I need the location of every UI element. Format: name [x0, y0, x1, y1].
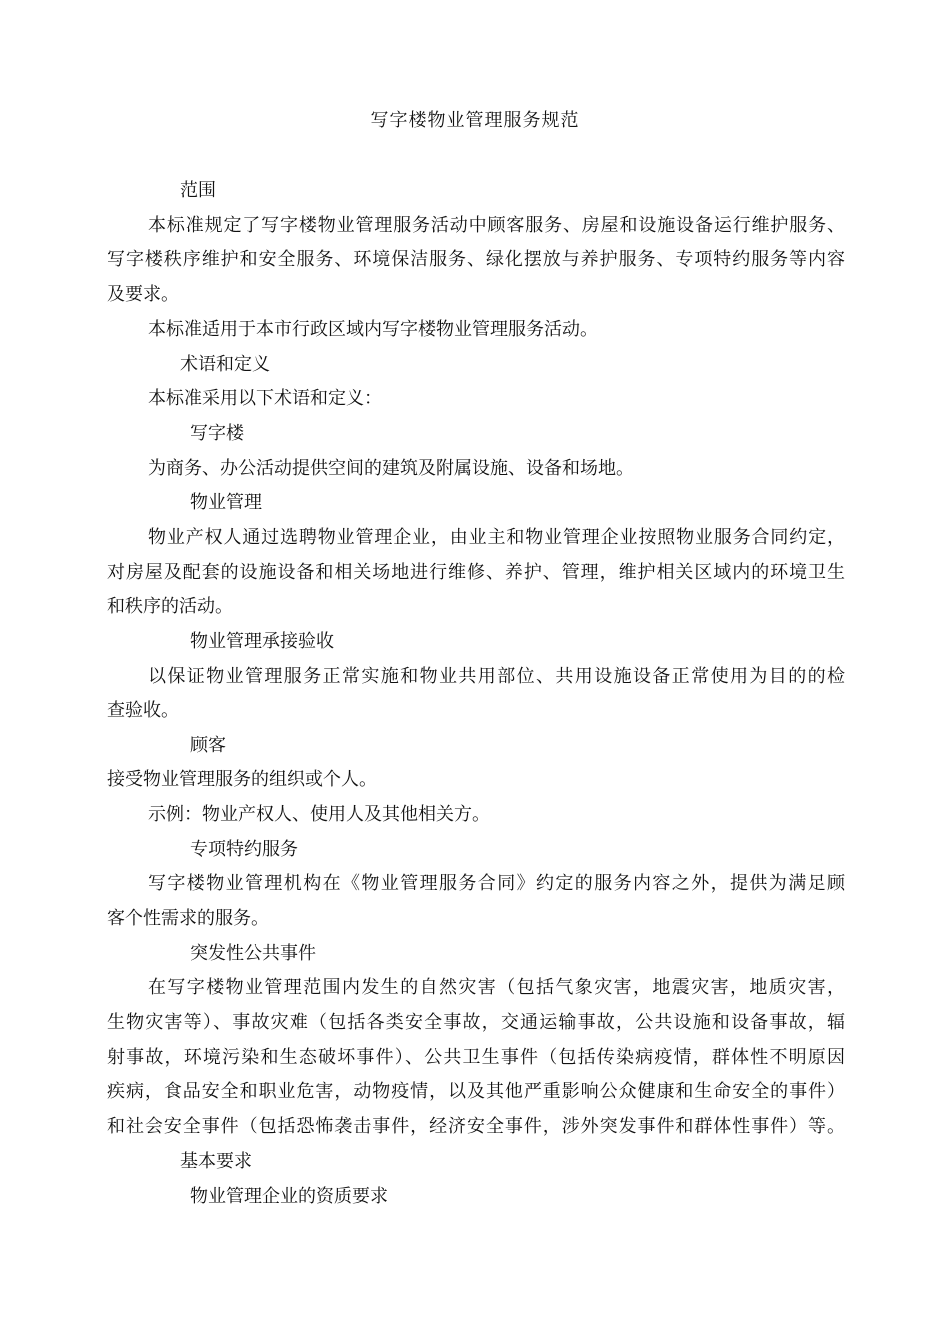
definition-emergency-line1: 在写字楼物业管理范围内发生的自然灾害（包括气象灾害，地震灾害，地质灾害，	[148, 977, 845, 998]
definition-emergency-line4: 疾病，食品安全和职业危害，动物疫情，以及其他严重影响公众健康和生命安全的事件）	[107, 1081, 845, 1102]
scope-para1-line2: 写字楼秩序维护和安全服务、环境保洁服务、绿化摆放与养护服务、专项特约服务等内容	[107, 249, 845, 270]
definition-emergency-line2: 生物灾害等）、事故灾难（包括各类安全事故，交通运输事故，公共设施和设备事故，辐	[107, 1012, 845, 1033]
definition-special-service-line1: 写字楼物业管理机构在《物业管理服务合同》约定的服务内容之外，提供为满足顾	[148, 873, 845, 894]
subsection-qualification-requirements: 物业管理企业的资质要求	[190, 1186, 388, 1207]
section-heading-scope: 范围	[180, 180, 216, 201]
term-special-service: 专项特约服务	[190, 839, 298, 860]
term-office-building: 写字楼	[190, 423, 244, 444]
scope-para2: 本标准适用于本市行政区域内写字楼物业管理服务活动。	[148, 319, 598, 340]
term-emergency: 突发性公共事件	[190, 943, 316, 964]
terms-intro: 本标准采用以下术语和定义：	[148, 388, 382, 409]
term-customer: 顾客	[190, 735, 226, 756]
document-title: 写字楼物业管理服务规范	[370, 110, 580, 131]
definition-emergency-line3: 射事故，环境污染和生态破坏事件）、公共卫生事件（包括传染病疫情，群体性不明原因	[107, 1047, 845, 1068]
term-takeover-inspection: 物业管理承接验收	[190, 631, 334, 652]
definition-property-management-line3: 和秩序的活动。	[107, 596, 233, 617]
definition-office-building: 为商务、办公活动提供空间的建筑及附属设施、设备和场地。	[148, 458, 634, 479]
scope-para1-line1: 本标准规定了写字楼物业管理服务活动中顾客服务、房屋和设施设备运行维护服务、	[148, 215, 845, 236]
definition-customer: 接受物业管理服务的组织或个人。	[107, 769, 377, 790]
definition-special-service-line2: 客个性需求的服务。	[107, 908, 269, 929]
definition-takeover-inspection-line2: 查验收。	[107, 700, 179, 721]
definition-property-management-line2: 对房屋及配套的设施设备和相关场地进行维修、养护、管理，维护相关区域内的环境卫生	[107, 562, 845, 583]
definition-property-management-line1: 物业产权人通过选聘物业管理企业，由业主和物业管理企业按照物业服务合同约定，	[148, 527, 845, 548]
section-heading-terms: 术语和定义	[180, 354, 270, 375]
section-heading-basic-requirements: 基本要求	[180, 1151, 252, 1172]
scope-para1-line3: 及要求。	[107, 284, 179, 305]
example-customer: 示例：物业产权人、使用人及其他相关方。	[148, 804, 490, 825]
definition-emergency-line5: 和社会安全事件（包括恐怖袭击事件，经济安全事件，涉外突发事件和群体性事件）等。	[107, 1116, 845, 1137]
definition-takeover-inspection-line1: 以保证物业管理服务正常实施和物业共用部位、共用设施设备正常使用为目的的检	[148, 666, 845, 687]
term-property-management: 物业管理	[190, 492, 262, 513]
